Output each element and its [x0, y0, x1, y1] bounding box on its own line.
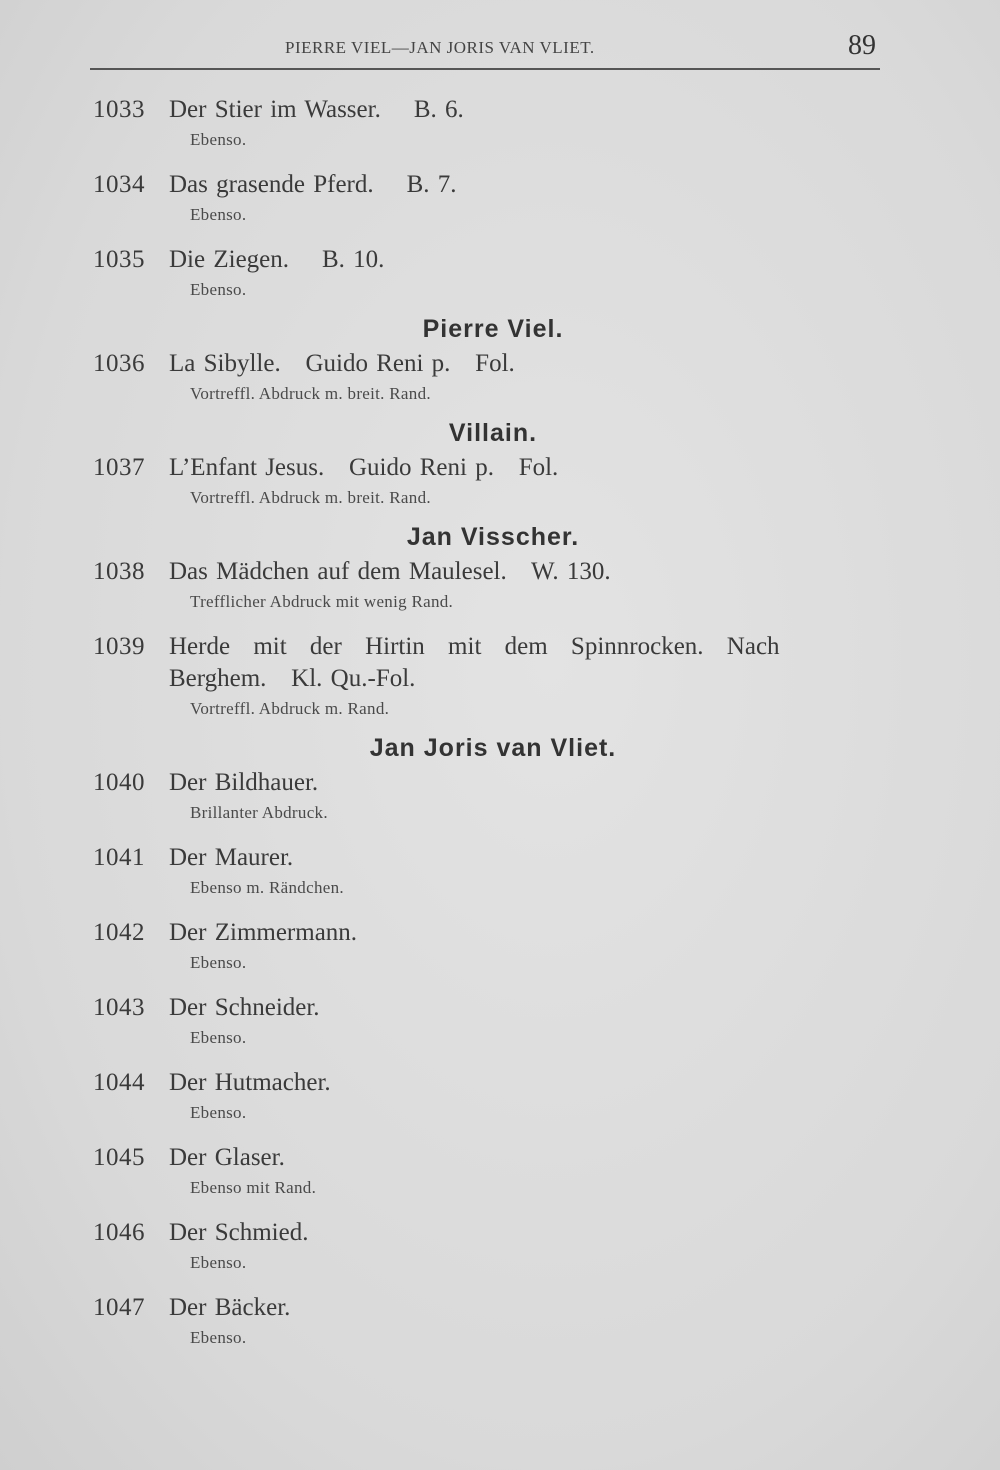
entry-title: Der Schneider.	[169, 994, 320, 1021]
entry-title: Der Hutmacher.	[169, 1069, 331, 1096]
entry-title: Der Maurer.	[169, 844, 294, 871]
entry-note: Ebenso mit Rand.	[190, 1178, 317, 1197]
entry-title: Der Glaser.	[169, 1144, 285, 1171]
entry-note: Trefflicher Abdruck mit wenig Rand.	[190, 592, 454, 611]
entry-number: 1038	[93, 558, 145, 585]
entry-note: Ebenso.	[190, 1103, 247, 1122]
entry-title: L’Enfant Jesus. Guido Reni p. Fol.	[169, 454, 559, 481]
entry-number: 1043	[93, 994, 145, 1021]
entry-number: 1042	[93, 919, 145, 946]
entry-number: 1035	[93, 246, 145, 273]
entry-note: Ebenso.	[190, 280, 247, 299]
artist-heading: Jan Joris van Vliet.	[369, 734, 617, 762]
entry-note: Ebenso.	[190, 1253, 247, 1272]
entry-number: 1045	[93, 1144, 145, 1171]
entry-note: Ebenso.	[190, 1028, 247, 1047]
entry-number: 1036	[93, 350, 145, 377]
entry-note: Ebenso.	[190, 1328, 247, 1347]
catalog-entry	[93, 767, 893, 824]
catalog-entry	[93, 1142, 893, 1199]
entry-title: La Sibylle. Guido Reni p. Fol.	[169, 350, 515, 377]
entry-note: Ebenso.	[190, 130, 247, 149]
entry-number: 1033	[93, 96, 145, 123]
entry-note: Vortreffl. Abdruck m. breit. Rand.	[190, 488, 431, 507]
artist-heading: Pierre Viel.	[422, 315, 564, 343]
entry-note: Vortreffl. Abdruck m. Rand.	[190, 699, 390, 718]
page-number: 89	[848, 30, 876, 61]
entry-note: Ebenso.	[190, 205, 247, 224]
catalog-entry	[93, 348, 893, 405]
entry-number: 1044	[93, 1069, 145, 1096]
catalog-entry	[93, 244, 893, 301]
entry-title: Das grasende Pferd. B. 7.	[169, 171, 457, 198]
entry-note: Ebenso.	[190, 953, 247, 972]
entry-number: 1039	[93, 633, 145, 660]
catalog-entry	[93, 917, 893, 974]
entry-note: Vortreffl. Abdruck m. breit. Rand.	[190, 384, 431, 403]
catalog-entry	[93, 452, 893, 509]
entry-title: Der Schmied.	[169, 1219, 309, 1246]
catalog-entry	[93, 631, 893, 720]
header-rule	[90, 68, 880, 70]
entry-title-continued: Berghem. Kl. Qu.-Fol.	[169, 665, 416, 692]
entry-note: Brillanter Abdruck.	[190, 803, 328, 822]
entry-number: 1040	[93, 769, 145, 796]
catalog-entry	[93, 992, 893, 1049]
catalog-entry	[93, 169, 893, 226]
artist-heading: Villain.	[448, 419, 538, 447]
catalog-entries	[93, 94, 893, 1367]
catalog-entry	[93, 842, 893, 899]
entry-number: 1041	[93, 844, 145, 871]
catalog-entry	[93, 94, 893, 151]
entry-title: Der Zimmermann.	[169, 919, 358, 946]
catalog-entry	[93, 1217, 893, 1274]
entry-title: Der Stier im Wasser. B. 6.	[169, 96, 464, 123]
artist-heading: Jan Visscher.	[406, 523, 580, 551]
catalog-entry	[93, 556, 893, 613]
entry-title: Die Ziegen. B. 10.	[169, 246, 385, 273]
entry-title: Das Mädchen auf dem Maulesel. W. 130.	[169, 558, 611, 585]
entry-number: 1037	[93, 454, 145, 481]
entry-number: 1034	[93, 171, 145, 198]
entry-number: 1047	[93, 1294, 145, 1321]
entry-number: 1046	[93, 1219, 145, 1246]
catalog-entry	[93, 1292, 893, 1349]
catalog-entry	[93, 1067, 893, 1124]
entry-title: Der Bildhauer.	[169, 769, 319, 796]
entry-title: Der Bäcker.	[169, 1294, 291, 1321]
entry-note: Ebenso m. Rändchen.	[190, 878, 344, 897]
entry-title: Herde mit der Hirtin mit dem Spinnrocken. Nach	[169, 633, 780, 660]
running-head: PIERRE VIEL—JAN JORIS VAN VLIET.	[285, 38, 595, 57]
